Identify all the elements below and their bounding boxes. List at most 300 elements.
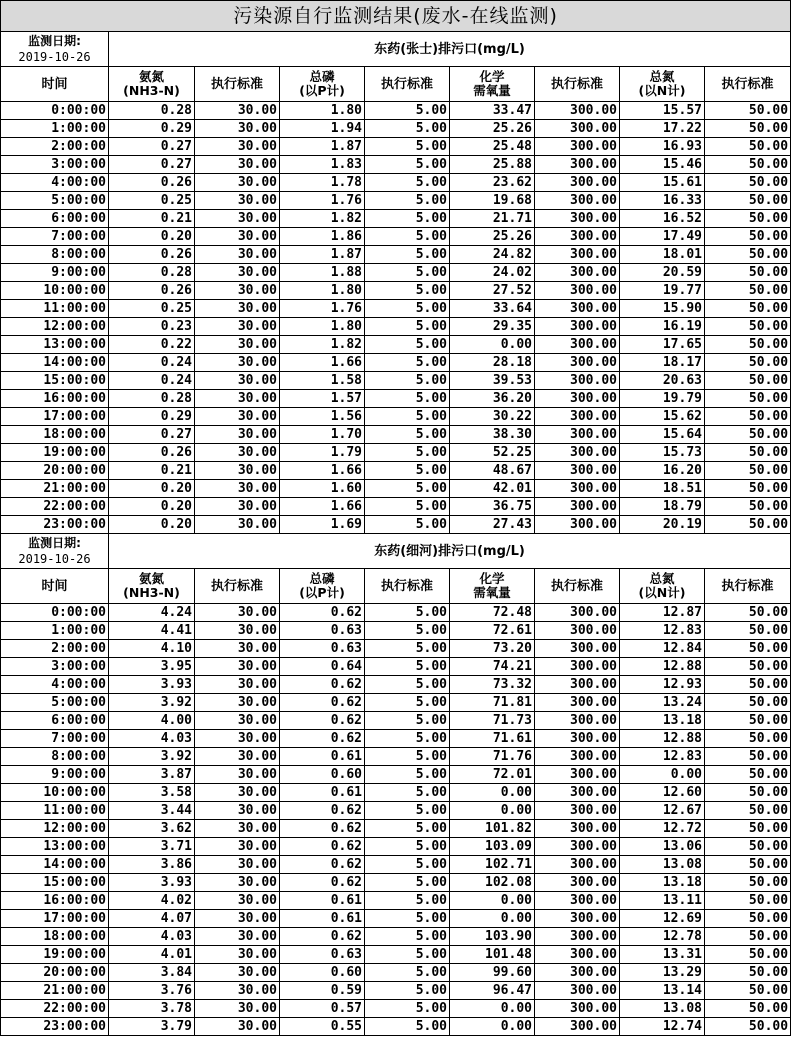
table-cell: 300.00 <box>535 102 620 120</box>
table-cell: 5.00 <box>365 138 450 156</box>
table-cell: 1.83 <box>280 156 365 174</box>
table-row <box>1 658 791 676</box>
table-cell: 5.00 <box>365 856 450 874</box>
table-row <box>1 820 791 838</box>
table-cell: 300.00 <box>535 390 620 408</box>
table-cell: 50.00 <box>705 1018 791 1036</box>
column-header: 执行标准 <box>195 569 280 604</box>
table-cell: 71.76 <box>450 748 535 766</box>
table-row <box>1 712 791 730</box>
monitoring-date <box>1 534 109 569</box>
table-cell: 4:00:00 <box>1 676 109 694</box>
table-cell: 7:00:00 <box>1 730 109 748</box>
table-cell: 17:00:00 <box>1 910 109 928</box>
table-cell: 1.76 <box>280 192 365 210</box>
table-cell: 300.00 <box>535 946 620 964</box>
table-cell: 5.00 <box>365 982 450 1000</box>
table-cell: 0.62 <box>280 802 365 820</box>
table-cell: 50.00 <box>705 730 791 748</box>
table-cell: 0.62 <box>280 820 365 838</box>
table-cell: 50.00 <box>705 784 791 802</box>
table-cell: 20:00:00 <box>1 462 109 480</box>
table-cell: 5.00 <box>365 784 450 802</box>
table-cell: 0.24 <box>109 372 195 390</box>
table-cell: 0.25 <box>109 300 195 318</box>
table-cell: 5.00 <box>365 838 450 856</box>
table-cell: 16:00:00 <box>1 390 109 408</box>
table-cell: 300.00 <box>535 426 620 444</box>
table-cell: 0.64 <box>280 658 365 676</box>
table-cell: 5.00 <box>365 372 450 390</box>
table-cell: 8:00:00 <box>1 246 109 264</box>
table-cell: 12.72 <box>620 820 705 838</box>
table-cell: 300.00 <box>535 228 620 246</box>
table-cell: 300.00 <box>535 498 620 516</box>
table-cell: 30.00 <box>195 766 280 784</box>
table-cell: 0.62 <box>280 874 365 892</box>
table-row <box>1 156 791 174</box>
table-cell: 1.94 <box>280 120 365 138</box>
table-row <box>1 964 791 982</box>
table-cell: 0.29 <box>109 120 195 138</box>
table-row <box>1 480 791 498</box>
table-row <box>1 1000 791 1018</box>
table-cell: 30.00 <box>195 372 280 390</box>
table-row <box>1 498 791 516</box>
table-cell: 0.62 <box>280 730 365 748</box>
table-cell: 300.00 <box>535 856 620 874</box>
table-cell: 1.58 <box>280 372 365 390</box>
table-cell: 36.20 <box>450 390 535 408</box>
table-cell: 12.78 <box>620 928 705 946</box>
table-cell: 12.88 <box>620 658 705 676</box>
section-info-row <box>1 534 791 569</box>
column-header-line2: 需氧量 <box>473 585 511 600</box>
table-cell: 300.00 <box>535 802 620 820</box>
table-cell: 3.44 <box>109 802 195 820</box>
table-cell: 25.48 <box>450 138 535 156</box>
outlet-name: 东药(张士)排污口(mg/L) <box>109 32 791 67</box>
table-row <box>1 946 791 964</box>
table-cell: 1.80 <box>280 102 365 120</box>
table-cell: 1.80 <box>280 282 365 300</box>
table-cell: 5.00 <box>365 910 450 928</box>
table-cell: 1.70 <box>280 426 365 444</box>
table-cell: 300.00 <box>535 318 620 336</box>
table-cell: 5.00 <box>365 748 450 766</box>
table-cell: 5.00 <box>365 336 450 354</box>
table-cell: 300.00 <box>535 246 620 264</box>
table-row <box>1 676 791 694</box>
table-cell: 0.20 <box>109 480 195 498</box>
table-cell: 50.00 <box>705 174 791 192</box>
table-cell: 5.00 <box>365 228 450 246</box>
table-cell: 17.49 <box>620 228 705 246</box>
table-cell: 50.00 <box>705 676 791 694</box>
table-row <box>1 748 791 766</box>
table-cell: 30.00 <box>195 622 280 640</box>
table-cell: 30.00 <box>195 676 280 694</box>
table-cell: 15.62 <box>620 408 705 426</box>
table-cell: 0.61 <box>280 748 365 766</box>
table-cell: 7:00:00 <box>1 228 109 246</box>
table-cell: 5.00 <box>365 604 450 622</box>
table-cell: 39.53 <box>450 372 535 390</box>
table-cell: 0.62 <box>280 712 365 730</box>
table-cell: 20.19 <box>620 516 705 534</box>
table-cell: 50.00 <box>705 946 791 964</box>
table-cell: 30.00 <box>195 910 280 928</box>
table-cell: 5.00 <box>365 658 450 676</box>
table-cell: 30.00 <box>195 892 280 910</box>
table-cell: 5.00 <box>365 192 450 210</box>
table-cell: 3.84 <box>109 964 195 982</box>
table-cell: 22:00:00 <box>1 498 109 516</box>
column-header-line2: (以P计) <box>299 585 345 600</box>
table-cell: 12.83 <box>620 622 705 640</box>
table-cell: 300.00 <box>535 444 620 462</box>
table-cell: 0.62 <box>280 856 365 874</box>
date-value: 2019-10-26 <box>18 50 91 64</box>
table-cell: 101.48 <box>450 946 535 964</box>
table-cell: 5.00 <box>365 120 450 138</box>
table-cell: 0.61 <box>280 910 365 928</box>
table-cell: 3.78 <box>109 1000 195 1018</box>
table-cell: 300.00 <box>535 766 620 784</box>
table-cell: 19.79 <box>620 390 705 408</box>
table-cell: 17.22 <box>620 120 705 138</box>
table-cell: 30.00 <box>195 102 280 120</box>
table-cell: 50.00 <box>705 802 791 820</box>
column-header <box>109 569 195 604</box>
table-cell: 50.00 <box>705 354 791 372</box>
table-cell: 0.28 <box>109 102 195 120</box>
table-cell: 0.57 <box>280 1000 365 1018</box>
table-cell: 1.87 <box>280 246 365 264</box>
table-cell: 300.00 <box>535 604 620 622</box>
table-row <box>1 802 791 820</box>
column-header: 执行标准 <box>195 67 280 102</box>
column-header-row <box>1 569 791 604</box>
table-cell: 0.62 <box>280 604 365 622</box>
table-cell: 4.01 <box>109 946 195 964</box>
table-cell: 5.00 <box>365 282 450 300</box>
table-cell: 12.84 <box>620 640 705 658</box>
table-cell: 23:00:00 <box>1 516 109 534</box>
table-cell: 50.00 <box>705 336 791 354</box>
table-cell: 0.00 <box>450 1018 535 1036</box>
table-cell: 15.64 <box>620 426 705 444</box>
table-cell: 3.93 <box>109 874 195 892</box>
table-cell: 4.03 <box>109 928 195 946</box>
table-cell: 5.00 <box>365 820 450 838</box>
table-cell: 50.00 <box>705 820 791 838</box>
table-cell: 30.00 <box>195 156 280 174</box>
table-cell: 0.00 <box>450 784 535 802</box>
table-cell: 30.00 <box>195 946 280 964</box>
table-cell: 0.26 <box>109 282 195 300</box>
table-cell: 0.63 <box>280 946 365 964</box>
table-cell: 17.65 <box>620 336 705 354</box>
table-cell: 5.00 <box>365 874 450 892</box>
column-header: 执行标准 <box>365 67 450 102</box>
table-row <box>1 730 791 748</box>
table-cell: 5.00 <box>365 694 450 712</box>
table-cell: 5.00 <box>365 426 450 444</box>
table-cell: 30.00 <box>195 730 280 748</box>
table-cell: 22:00:00 <box>1 1000 109 1018</box>
table-cell: 50.00 <box>705 856 791 874</box>
table-cell: 96.47 <box>450 982 535 1000</box>
table-cell: 5.00 <box>365 264 450 282</box>
table-cell: 1:00:00 <box>1 120 109 138</box>
table-row <box>1 1018 791 1036</box>
table-cell: 30.00 <box>195 120 280 138</box>
table-cell: 5:00:00 <box>1 192 109 210</box>
table-cell: 16.52 <box>620 210 705 228</box>
table-cell: 300.00 <box>535 910 620 928</box>
table-cell: 1.56 <box>280 408 365 426</box>
table-cell: 300.00 <box>535 174 620 192</box>
table-row <box>1 318 791 336</box>
table-cell: 50.00 <box>705 192 791 210</box>
column-header-line1: 化学 <box>479 571 505 586</box>
table-cell: 73.20 <box>450 640 535 658</box>
table-cell: 20.59 <box>620 264 705 282</box>
table-cell: 50.00 <box>705 622 791 640</box>
column-header-line1: 总氮 <box>649 571 675 586</box>
table-cell: 300.00 <box>535 462 620 480</box>
table-cell: 48.67 <box>450 462 535 480</box>
table-cell: 23.62 <box>450 174 535 192</box>
table-cell: 25.26 <box>450 120 535 138</box>
table-cell: 15.73 <box>620 444 705 462</box>
table-cell: 30.00 <box>195 640 280 658</box>
table-cell: 300.00 <box>535 820 620 838</box>
table-cell: 0.26 <box>109 246 195 264</box>
table-cell: 50.00 <box>705 766 791 784</box>
table-cell: 0.21 <box>109 210 195 228</box>
table-cell: 0.25 <box>109 192 195 210</box>
column-header <box>620 67 705 102</box>
table-cell: 30.00 <box>195 336 280 354</box>
table-cell: 5.00 <box>365 318 450 336</box>
table-cell: 0.28 <box>109 264 195 282</box>
table-cell: 300.00 <box>535 372 620 390</box>
table-cell: 5.00 <box>365 640 450 658</box>
table-cell: 12:00:00 <box>1 820 109 838</box>
table-cell: 1.66 <box>280 462 365 480</box>
table-row <box>1 372 791 390</box>
table-row <box>1 856 791 874</box>
column-header <box>620 569 705 604</box>
table-cell: 4.00 <box>109 712 195 730</box>
table-cell: 3.92 <box>109 694 195 712</box>
table-cell: 13.11 <box>620 892 705 910</box>
column-header-line2: (NH3-N) <box>123 585 180 600</box>
table-cell: 14:00:00 <box>1 354 109 372</box>
table-cell: 18.79 <box>620 498 705 516</box>
table-cell: 300.00 <box>535 282 620 300</box>
table-cell: 50.00 <box>705 516 791 534</box>
table-cell: 71.61 <box>450 730 535 748</box>
table-cell: 20:00:00 <box>1 964 109 982</box>
table-row <box>1 982 791 1000</box>
table-cell: 102.08 <box>450 874 535 892</box>
table-cell: 13.08 <box>620 1000 705 1018</box>
table-cell: 10:00:00 <box>1 784 109 802</box>
table-cell: 300.00 <box>535 354 620 372</box>
column-header: 时间 <box>1 67 109 102</box>
table-cell: 16.19 <box>620 318 705 336</box>
date-label: 监测日期: <box>28 34 81 48</box>
table-cell: 30.00 <box>195 1000 280 1018</box>
table-row <box>1 102 791 120</box>
table-cell: 10:00:00 <box>1 282 109 300</box>
table-cell: 30.00 <box>195 604 280 622</box>
table-cell: 5.00 <box>365 102 450 120</box>
table-cell: 30.00 <box>195 246 280 264</box>
table-cell: 20.63 <box>620 372 705 390</box>
table-row <box>1 426 791 444</box>
column-header-line1: 总氮 <box>649 69 675 84</box>
table-cell: 0.27 <box>109 156 195 174</box>
table-cell: 3.93 <box>109 676 195 694</box>
table-cell: 11:00:00 <box>1 300 109 318</box>
table-cell: 1:00:00 <box>1 622 109 640</box>
table-cell: 30.00 <box>195 748 280 766</box>
table-row <box>1 390 791 408</box>
column-header-line2: (以N计) <box>638 83 686 98</box>
column-header <box>280 569 365 604</box>
table-cell: 16:00:00 <box>1 892 109 910</box>
table-cell: 300.00 <box>535 874 620 892</box>
table-cell: 5.00 <box>365 676 450 694</box>
table-cell: 30.00 <box>195 694 280 712</box>
table-cell: 5.00 <box>365 354 450 372</box>
table-cell: 5.00 <box>365 462 450 480</box>
table-row <box>1 138 791 156</box>
column-header: 执行标准 <box>535 569 620 604</box>
table-cell: 0.29 <box>109 408 195 426</box>
table-cell: 11:00:00 <box>1 802 109 820</box>
table-cell: 50.00 <box>705 426 791 444</box>
table-cell: 5.00 <box>365 766 450 784</box>
date-label: 监测日期: <box>28 536 81 550</box>
table-cell: 30.00 <box>195 712 280 730</box>
table-row <box>1 336 791 354</box>
table-cell: 15.61 <box>620 174 705 192</box>
table-cell: 24.02 <box>450 264 535 282</box>
table-cell: 4.41 <box>109 622 195 640</box>
table-cell: 5.00 <box>365 892 450 910</box>
table-row <box>1 784 791 802</box>
table-cell: 4.24 <box>109 604 195 622</box>
table-cell: 4.03 <box>109 730 195 748</box>
table-cell: 18:00:00 <box>1 426 109 444</box>
table-cell: 16.20 <box>620 462 705 480</box>
table-row <box>1 246 791 264</box>
table-cell: 50.00 <box>705 282 791 300</box>
table-cell: 300.00 <box>535 982 620 1000</box>
table-cell: 4.07 <box>109 910 195 928</box>
table-cell: 30.00 <box>195 802 280 820</box>
table-cell: 50.00 <box>705 102 791 120</box>
column-header: 执行标准 <box>535 67 620 102</box>
table-cell: 50.00 <box>705 498 791 516</box>
table-cell: 3.92 <box>109 748 195 766</box>
table-cell: 50.00 <box>705 210 791 228</box>
table-cell: 15:00:00 <box>1 874 109 892</box>
table-cell: 12.88 <box>620 730 705 748</box>
table-cell: 50.00 <box>705 712 791 730</box>
table-cell: 50.00 <box>705 694 791 712</box>
table-cell: 0.26 <box>109 444 195 462</box>
table-cell: 3.79 <box>109 1018 195 1036</box>
table-row <box>1 408 791 426</box>
table-cell: 1.60 <box>280 480 365 498</box>
table-cell: 0.55 <box>280 1018 365 1036</box>
table-cell: 72.01 <box>450 766 535 784</box>
table-cell: 300.00 <box>535 784 620 802</box>
table-row <box>1 282 791 300</box>
table-cell: 28.18 <box>450 354 535 372</box>
table-cell: 5.00 <box>365 480 450 498</box>
table-cell: 13.08 <box>620 856 705 874</box>
table-cell: 50.00 <box>705 748 791 766</box>
table-cell: 5.00 <box>365 300 450 318</box>
table-cell: 50.00 <box>705 408 791 426</box>
table-cell: 13.18 <box>620 874 705 892</box>
table-cell: 300.00 <box>535 408 620 426</box>
table-cell: 30.00 <box>195 390 280 408</box>
column-header-line1: 总磷 <box>309 571 335 586</box>
table-row <box>1 174 791 192</box>
table-row <box>1 264 791 282</box>
table-cell: 15.57 <box>620 102 705 120</box>
table-cell: 0.00 <box>620 766 705 784</box>
table-cell: 5.00 <box>365 1000 450 1018</box>
table-cell: 33.64 <box>450 300 535 318</box>
table-row <box>1 694 791 712</box>
table-cell: 19.77 <box>620 282 705 300</box>
table-cell: 50.00 <box>705 964 791 982</box>
table-cell: 0.20 <box>109 516 195 534</box>
table-cell: 5.00 <box>365 390 450 408</box>
table-cell: 0.62 <box>280 838 365 856</box>
table-cell: 18.17 <box>620 354 705 372</box>
table-cell: 50.00 <box>705 838 791 856</box>
table-cell: 5.00 <box>365 498 450 516</box>
table-cell: 0.00 <box>450 802 535 820</box>
table-cell: 12.87 <box>620 604 705 622</box>
table-row <box>1 192 791 210</box>
table-cell: 300.00 <box>535 138 620 156</box>
table-cell: 0.21 <box>109 462 195 480</box>
table-row <box>1 444 791 462</box>
table-cell: 0.20 <box>109 498 195 516</box>
table-cell: 30.00 <box>195 480 280 498</box>
table-cell: 3.86 <box>109 856 195 874</box>
table-cell: 16.93 <box>620 138 705 156</box>
table-cell: 0.00 <box>450 910 535 928</box>
table-cell: 14:00:00 <box>1 856 109 874</box>
table-row <box>1 838 791 856</box>
table-cell: 30.00 <box>195 498 280 516</box>
table-cell: 13.24 <box>620 694 705 712</box>
table-cell: 30.00 <box>195 282 280 300</box>
table-cell: 13.29 <box>620 964 705 982</box>
